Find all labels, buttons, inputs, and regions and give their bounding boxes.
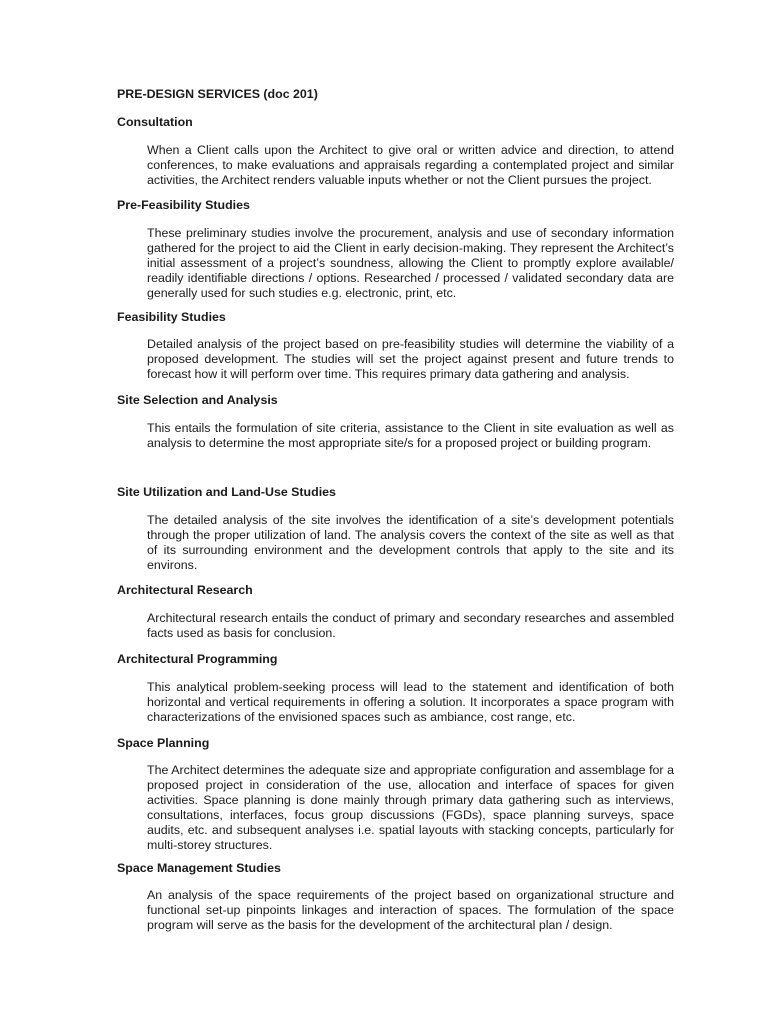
section-heading-site-utilization-and-land-use-studies: Site Utilization and Land-Use Studies (117, 485, 336, 499)
section-body-space-management-studies: An analysis of the space requirements of the project based on organizational structure and functional set-up pinpoints linkages and interaction of spaces. The formulation of the space program will serve as the basis for the development of the architectural plan / design. (147, 888, 674, 932)
page-title: PRE-DESIGN SERVICES (doc 201) (117, 87, 318, 101)
section-heading-architectural-programming: Architectural Programming (117, 652, 278, 666)
section-heading-consultation: Consultation (117, 115, 193, 129)
section-body-site-selection-and-analysis: This entails the formulation of site criteria, assistance to the Client in site evaluation as well as analysis to determine the most appropriate site/s for a proposed project or building program. (147, 421, 674, 450)
section-body-site-utilization-and-land-use-studies: The detailed analysis of the site involves the identification of a site’s development potentials through the proper utilization of land. The analysis covers the context of the site as well as that of its surrounding environment and the development controls that apply to the site and its environs. (147, 513, 674, 572)
section-heading-feasibility-studies: Feasibility Studies (117, 310, 226, 324)
section-heading-architectural-research: Architectural Research (117, 583, 253, 597)
section-body-architectural-programming: This analytical problem-seeking process will lead to the statement and identification of both horizontal and vertical requirements in offering a solution. It incorporates a space program with characterizations of the envisioned spaces such as ambiance, cost range, etc. (147, 680, 674, 724)
section-heading-pre-feasibility-studies: Pre-Feasibility Studies (117, 198, 250, 212)
section-body-feasibility-studies: Detailed analysis of the project based on pre-feasibility studies will determine the viability of a proposed development. The studies will set the project against present and future trends to forecast how it will perform over time. This requires primary data gathering and analysis. (147, 337, 674, 381)
section-body-architectural-research: Architectural research entails the conduct of primary and secondary researches and assembled facts used as basis for conclusion. (147, 611, 674, 640)
section-heading-space-planning: Space Planning (117, 736, 210, 750)
section-body-pre-feasibility-studies: These preliminary studies involve the procurement, analysis and use of secondary information gathered for the project to aid the Client in early decision-making. They represent the Architect’s initial assessment of a project’s soundness, allowing the Client to promptly explore available/ readily identifiable directions / options. Researched / processed / validated secondary data are generally used for such studies e.g. electronic, print, etc. (147, 226, 674, 300)
section-body-consultation: When a Client calls upon the Architect to give oral or written advice and direction, to attend conferences, to make evaluations and appraisals regarding a contemplated project and similar activities, the Architect renders valuable inputs whether or not the Client pursues the project. (147, 143, 674, 187)
section-heading-site-selection-and-analysis: Site Selection and Analysis (117, 393, 278, 407)
section-body-space-planning: The Architect determines the adequate size and appropriate configuration and assemblage for a proposed project in consideration of the use, allocation and interface of spaces for given activities. Space planning is done mainly through primary data gathering such as interviews, consultations, interfaces, focus group discussions (FGDs), space planning surveys, space audits, etc. and subsequent analyses i.e. spatial layouts with stacking concepts, particularly for multi-storey structures. (147, 763, 674, 852)
section-heading-space-management-studies: Space Management Studies (117, 861, 281, 875)
